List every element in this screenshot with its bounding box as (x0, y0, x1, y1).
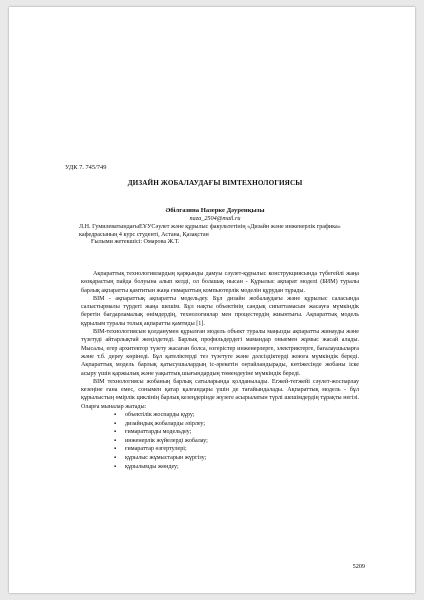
list-item: ▪ ғимараттарды модельдеу; (125, 428, 359, 437)
paragraph: BIM-технологиясын қолданумен құрылған модель объект туралы маңызды ақпаратты жинауды және түзетуді айтарлықтай жеңілдетеді. Барлық профильдердегі мамандар оныемен жұмыс жасай алады. Мысалы, егер архитектор түзету жасаған болса, өзгерістер инженерлерге, электриктерге, бағалаушыларға және т.б. дереу көрінеді. Бұл қателіктерді тез түзетуге және дәлсіздіктерді жоюға мүмкіндік береді. Ақпараттық модель барлық қатысушылардың іс-әрекетін оңтайландырады, көтіжесінде жобаны іске асыру үшін қаржылық және уақыттық шығындардың төмендеуіне мүмкіндік береді. (81, 329, 359, 377)
page-number: 5209 (352, 563, 365, 570)
document-page (9, 7, 415, 593)
list-item: ▪ инженерлік жүйелерді жобалау; (125, 437, 359, 446)
author-email: naza_2504@mail.ru (189, 215, 241, 222)
article-body (81, 270, 359, 471)
list-item: ▪ ғимараттар өзгертулері; (125, 445, 359, 454)
paragraph: BIM - ақпараттық ақпаратты модельдеу. Бұл дизайн жобалаудағы және құрылыс саласында салыстырмалы түрдегі жаңа шешім. Бұл нақты объектінің сандық сипаттамасын жасауға мүмкіндік беретін бағдарламалық өнімдердің, технологиялар мен процестердің жиынтығы. Ақпараттық модель құрылым туралы толық ақпаратты қамтиды [1]. (81, 295, 359, 327)
paragraph: Ақпараттық технологиялардың қарқынды дамуы сәулет-құрылыс конструкциясында түбегейлі жаңа көзқарастың пайда болуына алып келді, ол болашақ нысан - Құрылыс ақпарат моделі (БИМ) туралы барлық ақпаратты қамтитын жаңа ғимараттың компьютерлік моделін құрудан тұрады. (81, 271, 359, 294)
author-affiliation: Л.Н. ГумилеватындағыЕҰУСәулет және құрылыс факультетінің «Дизайн және инженерлік графика» кафедрасының 4 курс студенті, Астана, Қазақстан (79, 224, 341, 239)
list-item: ▪ объектілік жоспарды құру; (125, 411, 359, 420)
udk-code: УДК 7. 745/749 (65, 164, 107, 171)
paragraph: BIM технологиясы жобаның барлық сатыларында қолданылады. Егжей-тегжейі сәулет-жоспарлау кезеңіне ғана емес, сонымен қатар қалғандары үшін де тағайындалады. Ақпараттық модель - бұл құрылыстың өмірлік циклінің барлық кезеңдерінде жүзеге асырылатын түрлі шешімдердің тұрақты негізі. Оларға мыналар жатады: (81, 378, 359, 410)
list-item: ▪ дизайндық жобаларды әзірлеу; (125, 420, 359, 429)
list-item: ▪ құрылыс жұмыстарын жүргізу; (125, 454, 359, 463)
bullet-list (81, 411, 359, 471)
scientific-supervisor: Ғылыми жетекшісі: Омарова Ж.Т. (91, 239, 180, 245)
author-name: Әбілгазина Назерке Дәуренқызы (165, 207, 265, 214)
list-item: ▪ құрылымды жөндеу; (125, 463, 359, 472)
article-title: ДИЗАЙН ЖОБАЛАУДАҒЫ BIMТЕХНОЛОГИЯСЫ (127, 179, 303, 187)
